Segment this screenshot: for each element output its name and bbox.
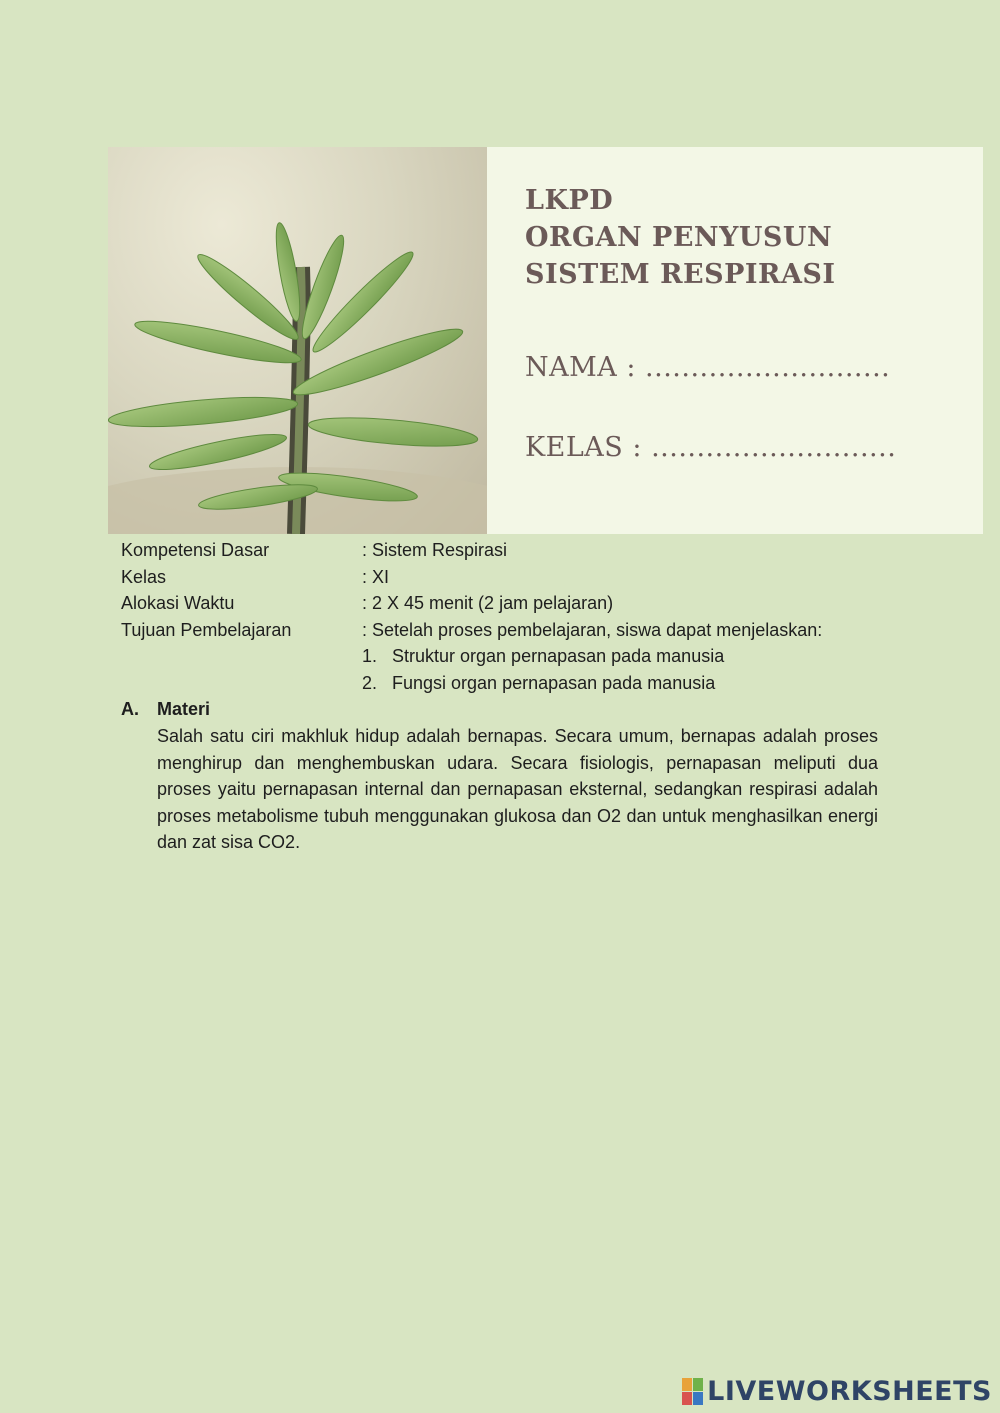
info-row-kompetensi	[121, 537, 881, 564]
kelas-field[interactable]: KELAS : ...........................	[525, 432, 897, 463]
info-label: Alokasi Waktu	[121, 593, 235, 613]
cover-title-line-1: LKPD	[525, 185, 614, 216]
info-value: : 2 X 45 menit (2 jam pelajaran)	[362, 593, 614, 613]
cover-title-panel	[487, 147, 983, 534]
info-row-kelas	[121, 564, 881, 591]
section-title: Materi	[157, 699, 211, 719]
liveworksheets-logo	[682, 1376, 992, 1407]
info-label: Tujuan Pembelajaran	[121, 619, 292, 640]
info-label: Kompetensi Dasar	[121, 540, 270, 560]
info-value: : XI	[362, 566, 390, 587]
list-item	[362, 643, 881, 670]
brand-name: LIVEWORKSHEETS	[707, 1376, 992, 1407]
info-row-alokasi	[121, 590, 881, 617]
info-value: : Setelah proses pembelajaran, siswa dapat menjelaskan:	[362, 619, 823, 640]
info-value: : Sistem Respirasi	[362, 540, 508, 560]
section-materi	[121, 696, 878, 874]
list-number: 2.	[362, 672, 378, 693]
nama-field[interactable]: NAMA : ...........................	[525, 352, 891, 383]
cover-title-line-3: SISTEM RESPIRASI	[525, 259, 836, 290]
list-text: Struktur organ pernapasan pada manusia	[392, 646, 725, 666]
info-row-tujuan	[121, 617, 881, 644]
lesson-info	[121, 537, 881, 696]
section-letter: A.	[121, 699, 139, 719]
learning-goals-list	[362, 643, 881, 696]
list-item	[362, 670, 881, 697]
list-number: 1.	[362, 646, 378, 666]
liveworksheets-icon	[682, 1378, 704, 1406]
list-text: Fungsi organ pernapasan pada manusia	[392, 672, 716, 693]
plant-seedling-photo	[108, 147, 487, 534]
section-heading	[121, 696, 878, 723]
info-label: Kelas	[121, 566, 167, 587]
cover-banner	[108, 147, 983, 534]
section-paragraph: Salah satu ciri makhluk hidup adalah bernapas. Secara umum, bernapas adalah proses menghirup dan menghembuskan udara. Secara fisiologis, pernapasan meliputi dua proses yaitu pernapasan internal dan pernapasan eksternal, sedangkan respirasi adalah proses metabolisme tubuh menggunakan glukosa dan O2 dan untuk menghasilkan energi dan zat sisa CO2.	[157, 726, 878, 852]
cover-title-line-2: ORGAN PENYUSUN	[525, 222, 833, 253]
